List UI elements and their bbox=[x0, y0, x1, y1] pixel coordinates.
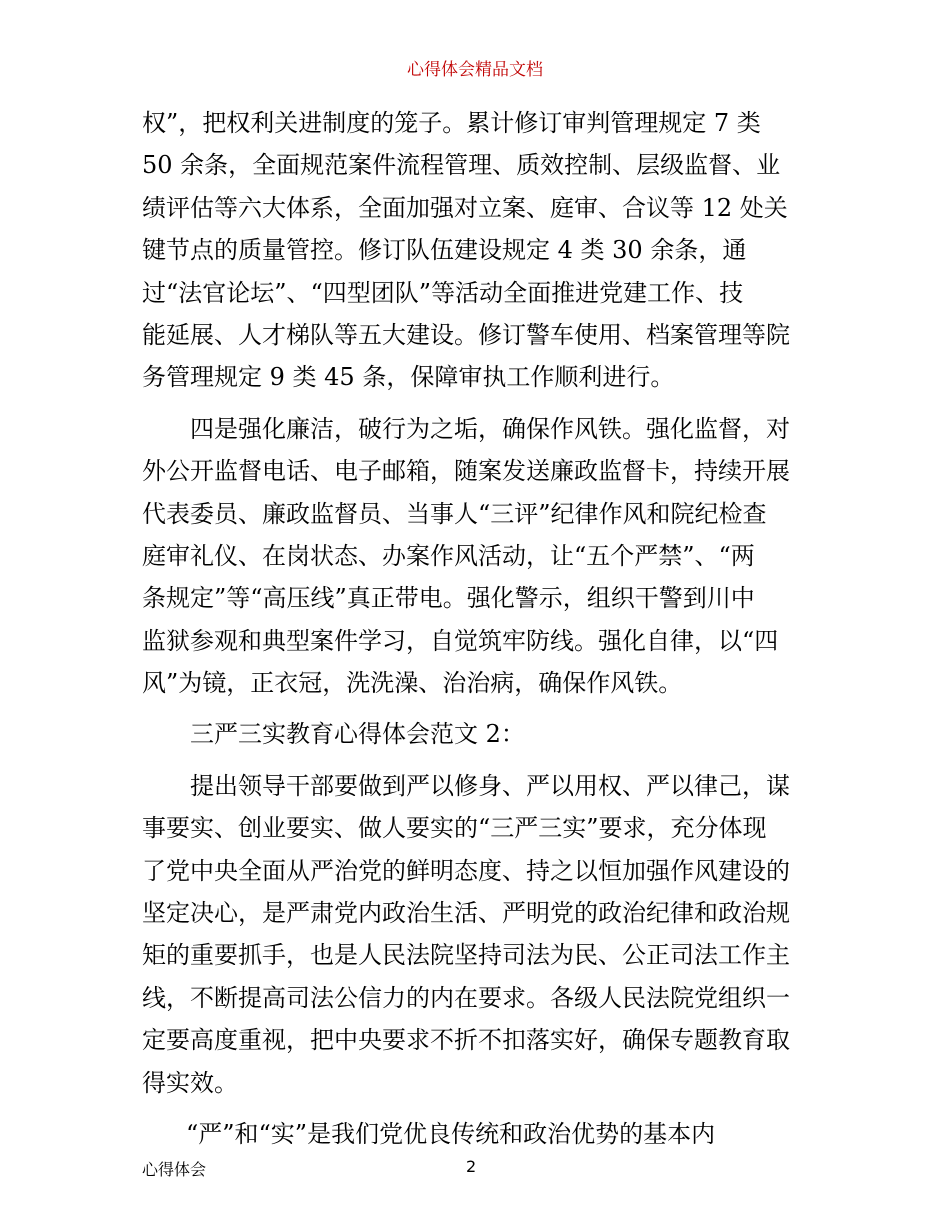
text-line: 50 余条，全面规范案件流程管理、质效控制、层级监督、业 bbox=[142, 151, 781, 180]
document-body bbox=[142, 102, 812, 1155]
paragraph-spacer bbox=[142, 704, 812, 713]
text-line: 了党中央全面从严治党的鲜明态度、持之以恒加强作风建设的 bbox=[142, 856, 790, 885]
text-line: 权”，把权利关进制度的笼子。累计修订审判管理规定 7 类 bbox=[142, 109, 761, 137]
text-line: 四是强化廉洁，破行为之垢，确保作风铁。强化监督，对 bbox=[190, 414, 790, 443]
text-line: 三严三实教育心得体会范文 2： bbox=[190, 720, 525, 749]
text-line: 得实效。 bbox=[142, 1068, 238, 1097]
text-line: 过“法官论坛”、“四型团队”等活动全面推进党建工作、技 bbox=[142, 278, 744, 307]
text-line: 定要高度重视，把中央要求不折不扣落实好，确保专题教育取 bbox=[142, 1026, 790, 1055]
page-footer-label: 心得体会 bbox=[142, 1160, 207, 1179]
paragraph-spacer bbox=[142, 399, 812, 408]
text-line: 坚定决心，是严肃党内政治生活、严明党的政治纪律和政治规 bbox=[142, 899, 790, 928]
page-header: 心得体会精品文档 bbox=[407, 60, 543, 80]
text-line: 监狱参观和典型案件学习，自觉筑牢防线。强化自律，以“四 bbox=[142, 626, 779, 655]
text-line: 代表委员、廉政监督员、当事人“三评”纪律作风和院纪检查 bbox=[142, 499, 767, 528]
paragraph-spacer bbox=[142, 1104, 812, 1113]
text-line: 绩评估等六大体系，全面加强对立案、庭审、合议等 12 处关 bbox=[142, 193, 788, 222]
text-line: 线，不断提高司法公信力的内在要求。各级人民法院党组织一 bbox=[142, 983, 790, 1012]
text-line: 能延展、人才梯队等五大建设。修订警车使用、档案管理等院 bbox=[142, 320, 790, 349]
paragraph-spacer bbox=[142, 756, 812, 765]
paragraph bbox=[142, 765, 812, 1104]
text-line: 提出领导干部要做到严以修身、严以用权、严以律己，谋 bbox=[190, 771, 790, 800]
page-number: 2 bbox=[466, 1157, 477, 1176]
section-heading bbox=[142, 713, 812, 755]
text-line: “严”和“实”是我们党优良传统和政治优势的基本内 bbox=[186, 1119, 716, 1148]
text-line: 庭审礼仪、在岗状态、办案作风活动，让“五个严禁”、“两 bbox=[142, 541, 755, 570]
paragraph bbox=[142, 408, 812, 705]
text-line: 键节点的质量管控。修订队伍建设规定 4 类 30 余条，通 bbox=[142, 236, 747, 265]
text-line: 矩的重要抓手，也是人民法院坚持司法为民、公正司法工作主 bbox=[142, 941, 790, 970]
text-line: 风”为镜，正衣冠，洗洗澡、治治病，确保作风铁。 bbox=[142, 669, 683, 698]
text-line: 条规定”等“高压线”真正带电。强化警示，组织干警到川中 bbox=[142, 584, 755, 613]
paragraph bbox=[142, 102, 812, 399]
text-line: 事要实、创业要实、做人要实的“三严三实”要求，充分体现 bbox=[142, 814, 767, 843]
text-line: 外公开监督电话、电子邮箱，随案发送廉政监督卡，持续开展 bbox=[142, 457, 790, 486]
paragraph bbox=[142, 1113, 812, 1155]
text-line: 务管理规定 9 类 45 条，保障审执工作顺利进行。 bbox=[142, 363, 675, 392]
